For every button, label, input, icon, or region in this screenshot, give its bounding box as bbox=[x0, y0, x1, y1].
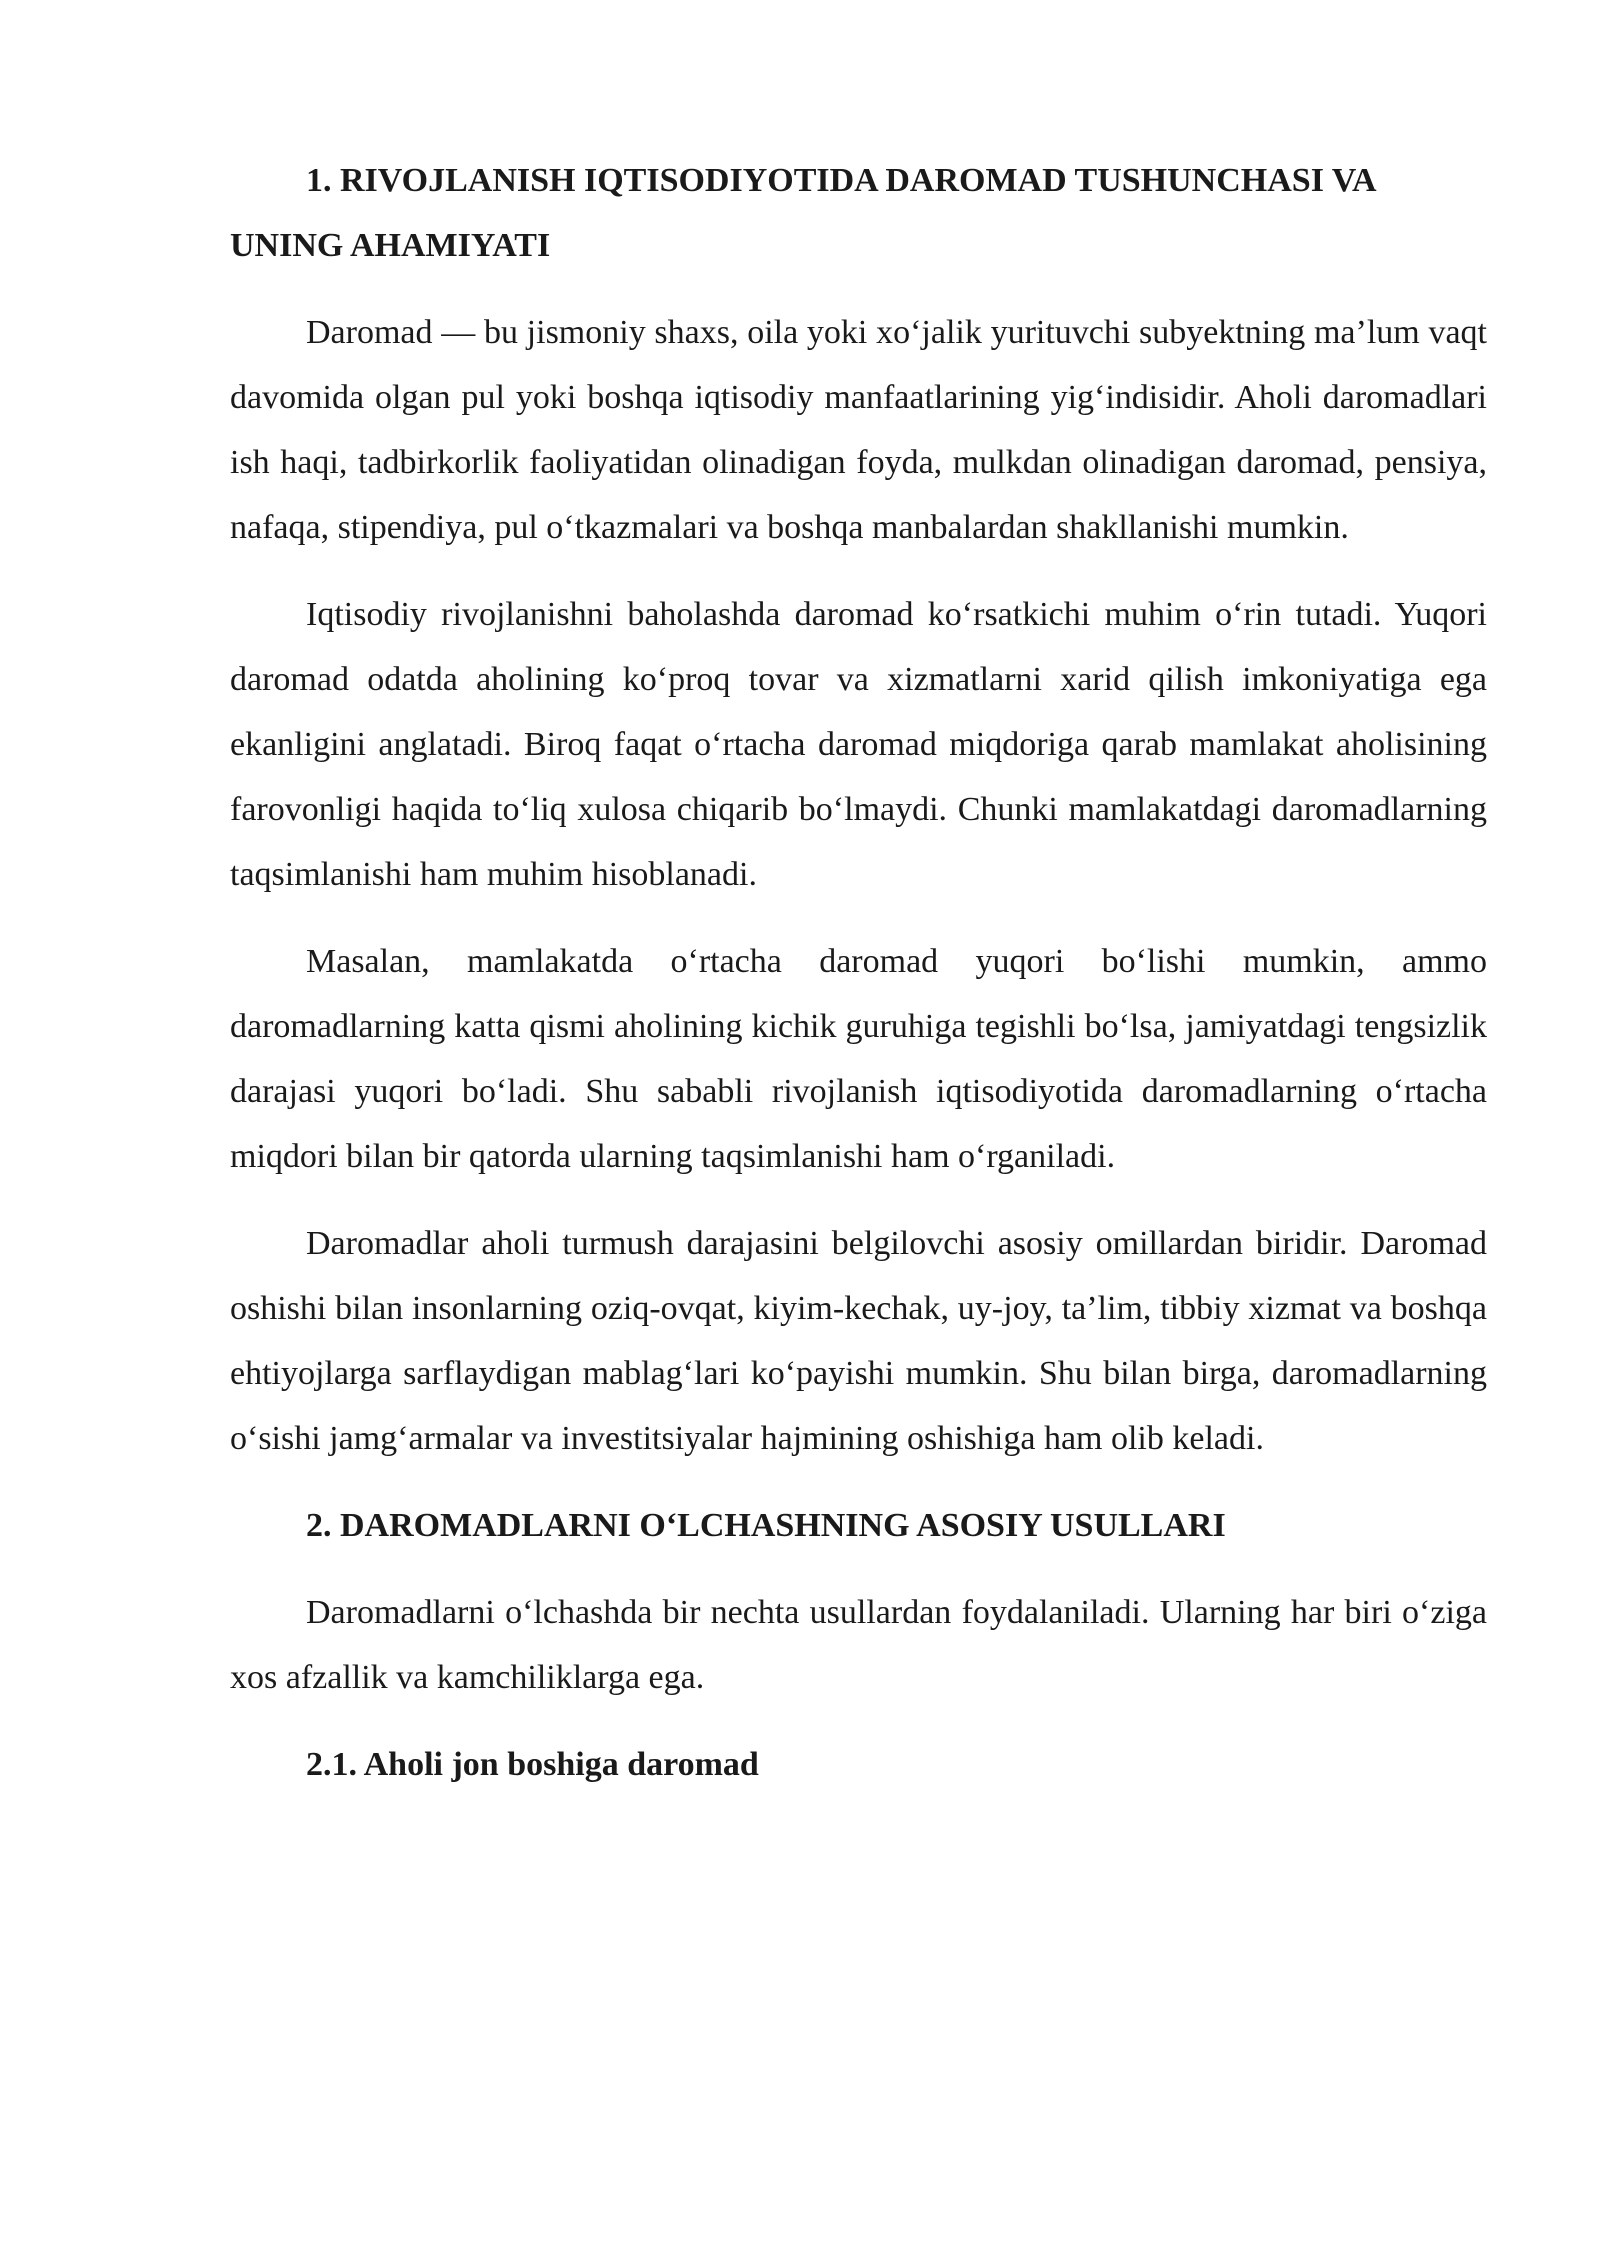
document-page bbox=[230, 148, 1487, 1797]
paragraph-measurement-methods: Daromadlarni o‘lchashda bir nechta usullardan foydalaniladi. Ularning har biri o‘ziga xos afzallik va kamchiliklarga ega. bbox=[230, 1594, 1487, 1696]
paragraph-development-evaluation: Iqtisodiy rivojlanishni baholashda daromad ko‘rsatkichi muhim o‘rin tutadi. Yuqori daromad odatda aholining ko‘proq tovar va xizmatlarni xarid qilish imkoniyatiga ega ekanligini anglatadi. Biroq faqat o‘rtacha daromad miqdoriga qarab mamlakat aholisining farovonligi haqida to‘liq xulosa chiqarib bo‘lmaydi. Chunki mamlakatdagi daromadlarning taqsimlanishi ham muhim hisoblanadi. bbox=[230, 596, 1487, 893]
section-2-heading: 2. DAROMADLARNI O‘LCHASHNING ASOSIY USULLARI bbox=[306, 1507, 1226, 1544]
paragraph-living-standard: Daromadlar aholi turmush darajasini belgilovchi asosiy omillardan biridir. Daromad oshishi bilan insonlarning oziq-ovqat, kiyim-kechak, uy-joy, ta’lim, tibbiy xizmat va boshqa ehtiyojlarga sarflaydigan mablag‘lari ko‘payishi mumkin. Shu bilan birga, daromadlarning o‘sishi jamg‘armalar va investitsiyalar hajmining oshishiga ham olib keladi. bbox=[230, 1225, 1487, 1457]
paragraph-inequality-example: Masalan, mamlakatda o‘rtacha daromad yuqori bo‘lishi mumkin, ammo daromadlarning katta qismi aholining kichik guruhiga tegishli bo‘lsa, jamiyatdagi tengsizlik darajasi yuqori bo‘ladi. Shu sababli rivojlanish iqtisodiyotida daromadlarning o‘rtacha miqdori bilan bir qatorda ularning taqsimlanishi ham o‘rganiladi. bbox=[230, 943, 1487, 1175]
paragraph-definition: Daromad — bu jismoniy shaxs, oila yoki xo‘jalik yurituvchi subyektning ma’lum vaqt davomida olgan pul yoki boshqa iqtisodiy manfaatlarining yig‘indisidir. Aholi daromadlari ish haqi, tadbirkorlik faoliyatidan olinadigan foyda, mulkdan olinadigan daromad, pensiya, nafaqa, stipendiya, pul o‘tkazmalari va boshqa manbalardan shakllanishi mumkin. bbox=[230, 314, 1487, 546]
subsection-2-1-heading: 2.1. Aholi jon boshiga daromad bbox=[306, 1746, 759, 1783]
section-1-heading: 1. RIVOJLANISH IQTISODIYOTIDA DAROMAD TUSHUNCHASI VA UNING AHAMIYATI bbox=[230, 162, 1375, 264]
